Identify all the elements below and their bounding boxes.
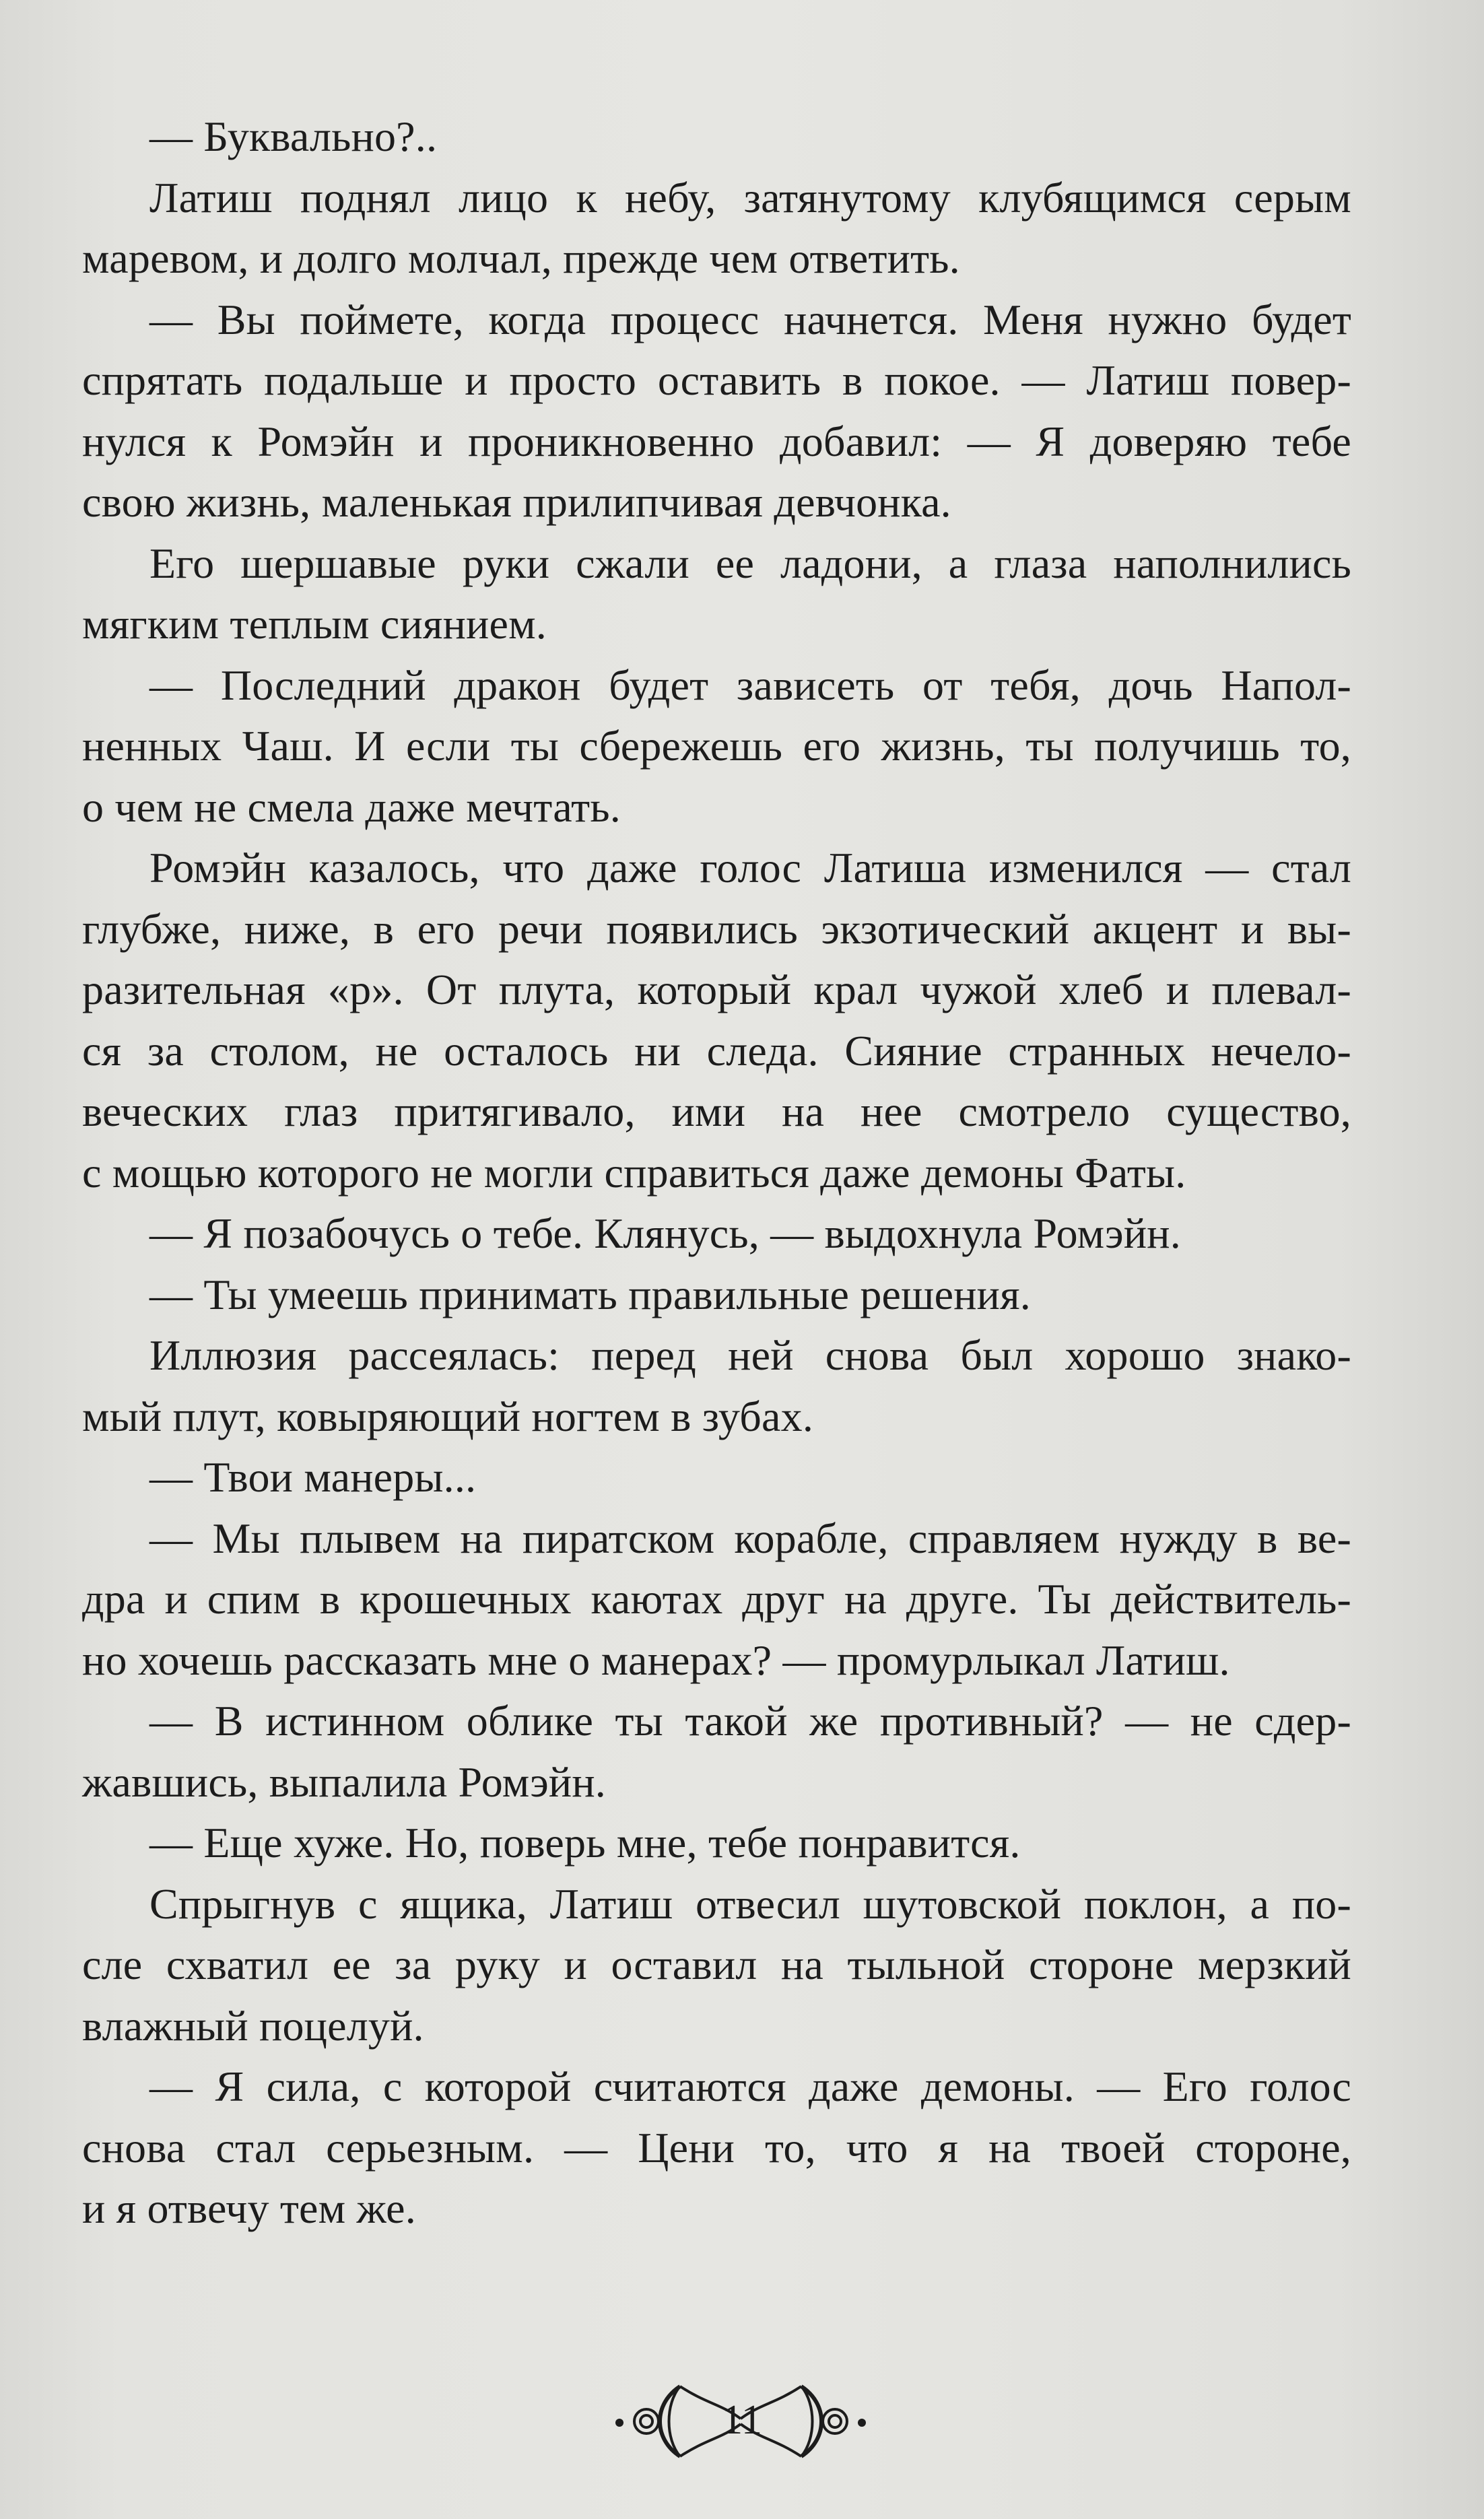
text-line: сле схватил ее за руку и оставил на тыльной стороне мерзкий <box>82 1941 1351 1988</box>
body-text <box>82 106 1351 2240</box>
text-line: — Твои манеры... <box>149 1453 477 1501</box>
text-line: маревом, и долго молчал, прежде чем ответить. <box>82 234 960 282</box>
text-line: влажный поцелуй. <box>82 2001 424 2050</box>
text-line: о чем не смела даже мечтать. <box>82 782 621 831</box>
text-line: глубже, ниже, в его речи появились экзотический акцент и вы- <box>82 904 1351 953</box>
text-line: — В истинном облике ты такой же противный? — не сдер- <box>149 1697 1351 1745</box>
text-line: — Буквально?.. <box>149 112 438 160</box>
text-line: Иллюзия рассеялась: перед ней снова был хорошо знако- <box>149 1331 1351 1379</box>
text-line: Латиш поднял лицо к небу, затянутому клубящимся серым <box>149 173 1351 222</box>
text-line: веческих глаз притягивало, ими на нее смотрело существо, <box>82 1087 1351 1135</box>
text-line: Спрыгнув с ящика, Латиш отвесил шутовской поклон, а по- <box>149 1879 1351 1928</box>
text-line: спрятать подальше и просто оставить в покое. — Латиш повер- <box>82 356 1351 404</box>
text-line: свою жизнь, маленькая прилипчивая девчонка. <box>82 478 951 526</box>
text-line: но хочешь рассказать мне о манерах? — промурлыкал Латиш. <box>82 1636 1230 1684</box>
text-line: — Вы поймете, когда процесс начнется. Меня нужно будет <box>149 295 1351 343</box>
text-line: — Я позабочусь о тебе. Клянусь, — выдохнула Ромэйн. <box>149 1209 1181 1257</box>
text-line: — Я сила, с которой считаются даже демоны. — Его голос <box>149 2062 1351 2110</box>
text-line: нулся к Ромэйн и проникновенно добавил: — Я доверяю тебе <box>82 417 1351 465</box>
page-number: 11 <box>722 2397 762 2443</box>
text-line: — Мы плывем на пиратском корабле, справляем нужду в ве- <box>149 1514 1351 1562</box>
text-line: Его шершавые руки сжали ее ладони, а глаза наполнились <box>149 539 1351 587</box>
text-line: жавшись, выпалила Ромэйн. <box>82 1757 606 1806</box>
text-line: снова стал серьезным. — Цени то, что я на твоей стороне, <box>82 2123 1351 2172</box>
text-line: мягким теплым сиянием. <box>82 600 547 648</box>
text-line: мый плут, ковыряющий ногтем в зубах. <box>82 1392 814 1440</box>
text-line: — Ты умеешь принимать правильные решения. <box>149 1270 1031 1318</box>
text-line: ненных Чаш. И если ты сбережешь его жизнь, ты получишь то, <box>82 722 1351 770</box>
text-line: — Еще хуже. Но, поверь мне, тебе понравится. <box>149 1819 1021 1867</box>
page-footer <box>0 2377 1484 2464</box>
text-line: и я отвечу тем же. <box>82 2184 416 2232</box>
text-line: с мощью которого не могли справиться даже демоны Фаты. <box>82 1148 1186 1197</box>
text-line: Ромэйн казалось, что даже голос Латиша изменился — стал <box>149 844 1351 892</box>
text-line: ся за столом, не осталось ни следа. Сияние странных нечело- <box>82 1026 1351 1075</box>
text-line: разительная «р». От плута, который крал чужой хлеб и плевал- <box>82 966 1351 1013</box>
text-line: — Последний дракон будет зависеть от тебя, дочь Напол- <box>149 661 1351 709</box>
text-line: дра и спим в крошечных каютах друг на друге. Ты действитель- <box>82 1575 1351 1623</box>
